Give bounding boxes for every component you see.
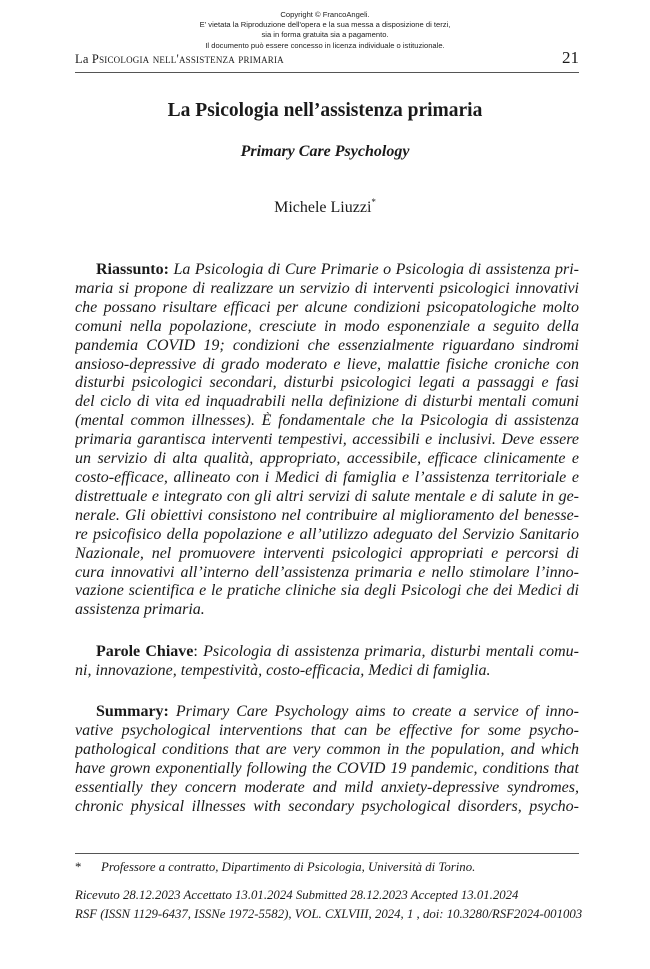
copyright-line: Copyright © FrancoAngeli.	[280, 10, 370, 19]
abstract-line: re psicofisico della popolazione e all’utilizzo adeguato del Servizio Sanitario	[75, 525, 579, 543]
abstract-line: (mental common illnesses). È fondamentale che la Psicologia di assistenza	[75, 412, 579, 430]
abstract-line: costo-efficace, allineato con i Medici di famiglia e l’assistenza territoriale e	[75, 468, 579, 486]
running-head-rest: Psicologia nell'assistenza primaria	[91, 52, 284, 66]
summary-line: essentially they concern moderate and mild anxiety-depressive syndromes,	[75, 778, 579, 796]
keywords-paragraph	[75, 643, 579, 681]
article-title: La Psicologia nell’assistenza primaria	[167, 100, 483, 121]
publication-dates: Ricevuto 28.12.2023 Accettato 13.01.2024 Submitted 28.12.2023 Accepted 13.01.2024	[75, 888, 519, 902]
summary-line: vative psychological interventions that can be effective for some psycho-	[75, 721, 579, 739]
article-subtitle: Primary Care Psychology	[240, 143, 410, 160]
summary-line: have grown exponentially following the COVID 19 pandemic, conditions that	[75, 759, 579, 777]
abstract-line: Nazionale, nel promuovere interventi psicologici appropriati e percorsi di	[75, 544, 579, 562]
abstract-line: che possano risultare efficaci per alcune condizioni psicopatologiche molto	[75, 298, 579, 316]
header-rule	[75, 72, 579, 73]
copyright-notice	[0, 10, 650, 51]
copyright-line: Il documento può essere concesso in licenza individuale o istituzionale.	[205, 40, 445, 50]
keywords-line: Parole Chiave: Psicologia di assistenza primaria, disturbi mentali comu-	[96, 643, 579, 660]
running-head-title	[75, 52, 284, 67]
author-line	[0, 199, 650, 217]
publication-citation: RSF (ISSN 1129-6437, ISSNe 1972-5582), VOL. CXLVIII, 2024, 1 , doi: 10.3280/RSF2024-001003	[75, 907, 583, 921]
author-name: Michele Liuzzi	[274, 199, 372, 216]
abstract-line: cura innovativi all’interno dell’assistenza primaria e nello stimolare l’inno-	[75, 563, 579, 581]
abstract-line: Riassunto: La Psicologia di Cure Primarie o Psicologia di assistenza pri-	[96, 261, 579, 278]
footnote-text: Professore a contratto, Dipartimento di Psicologia, Università di Torino.	[101, 860, 476, 874]
abstract-line: ansioso-depressive di grado moderato e lieve, malattie fisiche croniche con	[75, 355, 579, 373]
abstract-line: disturbi psicologici secondari, disturbi psicologici legati a passaggi e fasi	[75, 374, 579, 392]
abstract-line: primaria garantisca interventi tempestivi, accessibili e inclusivi. Deve essere	[75, 431, 579, 449]
summary-line: chronic physical illnesses with secondary psychological disorders, psycho-	[75, 797, 579, 815]
copyright-line: E' vietata la Riproduzione dell'opera e la sua messa a disposizione di terzi,	[199, 20, 451, 30]
abstract-line: un servizio di alta qualità, appropriato, accessibile, efficace clinicamente e	[75, 450, 579, 468]
abstract-line: distrettuale e integrato con gli altri servizi di salute mentale e di salute in ge-	[75, 487, 579, 505]
page-number: 21	[562, 48, 579, 67]
footnote	[75, 860, 579, 875]
footnote-rule	[75, 853, 579, 854]
abstract-label: Riassunto:	[96, 261, 169, 278]
copyright-line: sia in forma gratuita sia a pagamento.	[261, 30, 389, 40]
abstract-line: comuni nella popolazione, cresciute in modo esponenziale a seguito della	[75, 317, 579, 335]
running-head-first: La	[75, 52, 89, 66]
author-footnote-mark: *	[371, 197, 376, 207]
abstract-line: pandemia COVID 19; condizioni che essenzialmente riguardano sindromi	[75, 336, 579, 354]
summary-label: Summary:	[96, 703, 169, 720]
footnote-mark: *	[75, 860, 82, 874]
abstract-line: vazione scientifica e le pratiche cliniche sia degli Psicologi che dei Medici di	[75, 582, 579, 600]
keywords-sep: :	[193, 643, 198, 660]
summary-english	[75, 703, 579, 816]
abstract-line: assistenza primaria.	[75, 601, 205, 619]
abstract-line: del ciclo di vita ed inquadrabili nella definizione di disturbi mentali comuni	[75, 393, 579, 411]
keywords-line: ni, innovazione, tempestività, costo-efficacia, Medici di famiglia.	[75, 661, 491, 679]
keywords-label: Parole Chiave	[96, 643, 194, 660]
running-header	[75, 50, 579, 70]
abstract-line: maria si propone di realizzare un servizio di interventi psicologici innovativi	[75, 279, 579, 297]
summary-line: pathological conditions that are very common in the population, and which	[75, 740, 579, 758]
abstract-italian	[75, 261, 579, 620]
abstract-line: nerale. Gli obiettivi consistono nel contribuire al miglioramento del benesse-	[75, 506, 579, 524]
summary-line: Summary: Primary Care Psychology aims to create a service of inno-	[96, 703, 579, 720]
